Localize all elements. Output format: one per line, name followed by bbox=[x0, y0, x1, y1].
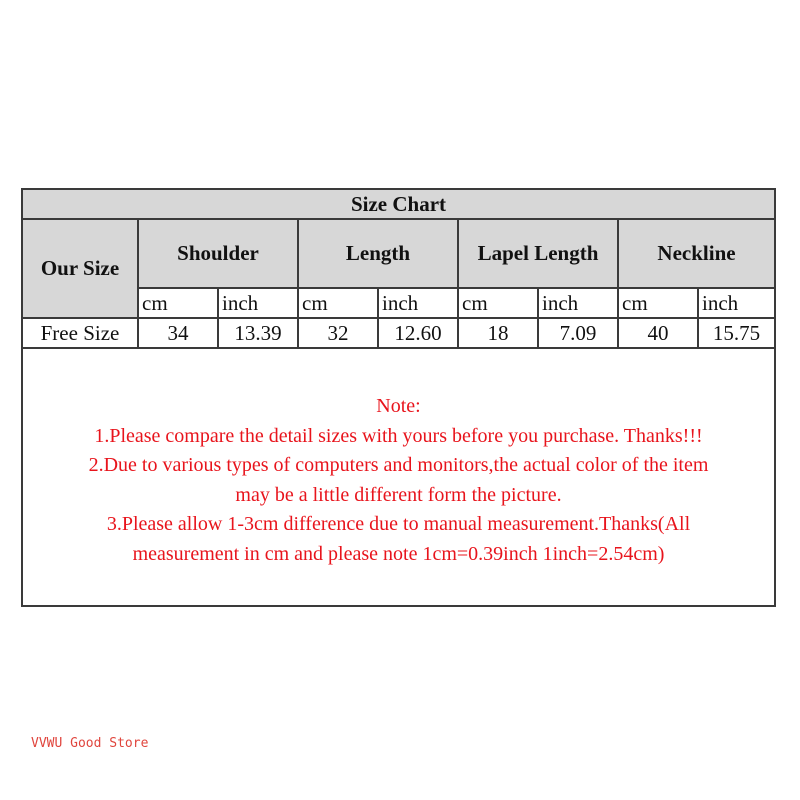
unit-cell: cm bbox=[618, 288, 698, 318]
value-cell: 34 bbox=[138, 318, 218, 348]
chart-title: Size Chart bbox=[23, 190, 774, 219]
unit-cell: cm bbox=[138, 288, 218, 318]
value-cell: 13.39 bbox=[218, 318, 298, 348]
note-heading: Note: bbox=[376, 395, 421, 417]
table-row bbox=[23, 318, 774, 348]
lapel-length-header: Lapel Length bbox=[458, 219, 618, 288]
size-table bbox=[23, 190, 774, 349]
value-cell: 18 bbox=[458, 318, 538, 348]
note-block bbox=[23, 392, 774, 569]
unit-cell: inch bbox=[378, 288, 458, 318]
value-cell: 32 bbox=[298, 318, 378, 348]
note-line: measurement in cm and please note 1cm=0.39inch 1inch=2.54cm) bbox=[132, 542, 665, 565]
length-header: Length bbox=[298, 219, 458, 288]
neckline-header: Neckline bbox=[618, 219, 774, 288]
unit-cell: cm bbox=[458, 288, 538, 318]
note-line: may be a little different form the picture. bbox=[235, 483, 562, 506]
unit-cell: inch bbox=[218, 288, 298, 318]
value-cell: 15.75 bbox=[698, 318, 774, 348]
shoulder-header: Shoulder bbox=[138, 219, 298, 288]
size-label: Free Size bbox=[23, 318, 138, 348]
unit-cell: inch bbox=[698, 288, 774, 318]
store-watermark: VVWU Good Store bbox=[31, 736, 149, 751]
value-cell: 7.09 bbox=[538, 318, 618, 348]
unit-cell: inch bbox=[538, 288, 618, 318]
size-chart bbox=[21, 188, 776, 607]
value-cell: 40 bbox=[618, 318, 698, 348]
note-line: 2.Due to various types of computers and monitors,the actual color of the item bbox=[88, 454, 709, 476]
our-size-header: Our Size bbox=[23, 219, 138, 318]
note-line: 1.Please compare the detail sizes with yours before you purchase. Thanks!!! bbox=[94, 424, 703, 447]
value-cell: 12.60 bbox=[378, 318, 458, 348]
unit-cell: cm bbox=[298, 288, 378, 318]
header-row bbox=[23, 219, 774, 288]
note-line: 3.Please allow 1-3cm difference due to manual measurement.Thanks(All bbox=[106, 513, 691, 535]
title-row bbox=[23, 190, 774, 219]
